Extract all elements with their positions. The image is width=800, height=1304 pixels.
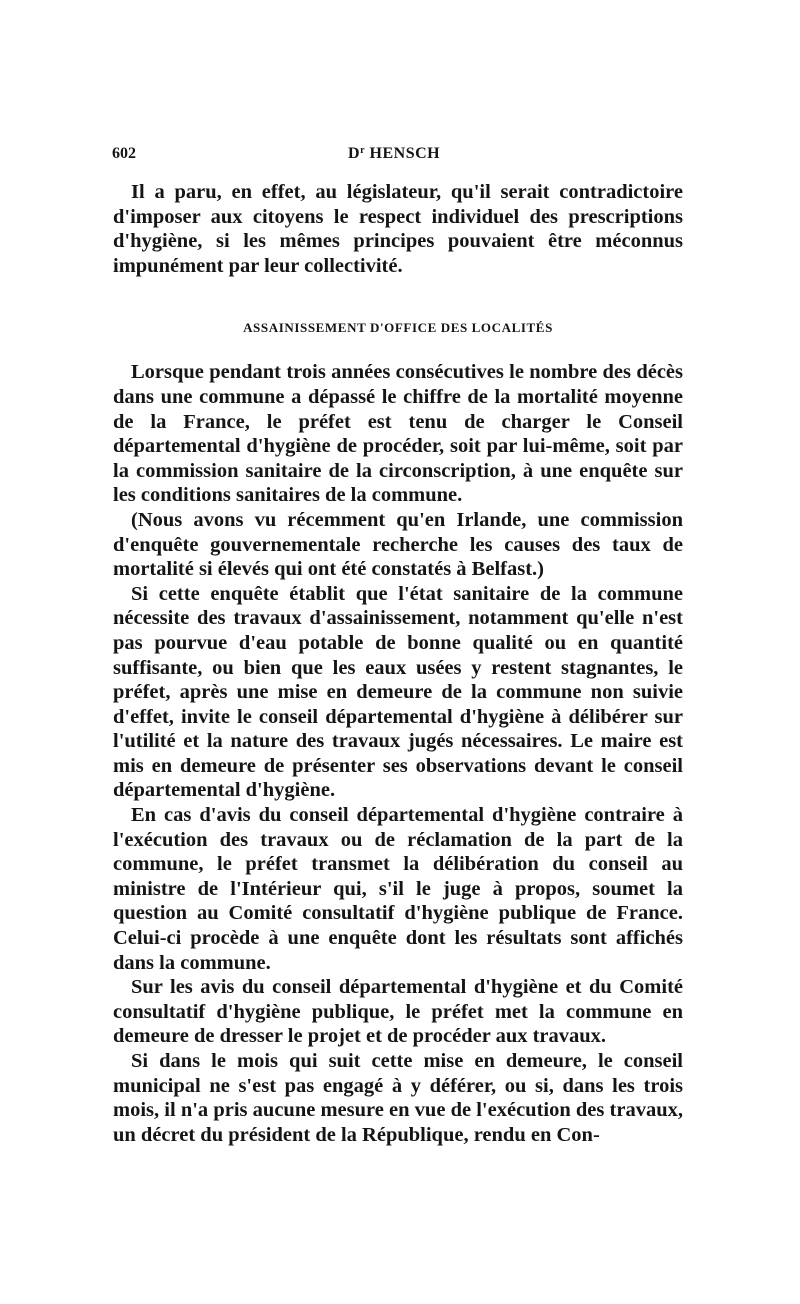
paragraph: Lorsque pendant trois années consécutives le nombre des décès dans une commune a dépassé le chiffre de la mortalité moyenne de la France, le préfet est tenu de charger le Conseil départemental d'hygiène de procéder, soit par lui-même, soit par la commission sanitaire de la circonscription, à une enquête sur les conditions sanitaires de la commune. — [113, 361, 683, 507]
paragraph: Si cette enquête établit que l'état sanitaire de la commune nécessite des travaux d'assainissement, notamment qu'elle n'est pas pourvue d'eau potable de bonne qualité ou en quantité suffisante, ou bien que les eaux usées y restent stagnantes, le préfet, après une mise en demeure de la commune non suivie d'effet, invite le conseil départemental d'hygiène à délibérer sur l'utilité et la nature des travaux jugés nécessaires. Le maire est mis en demeure de présenter ses observations devant le conseil départemental d'hygiène. — [113, 582, 683, 802]
page-number: 602 — [112, 145, 136, 162]
paragraph: Il a paru, en effet, au législateur, qu'il serait contradictoire d'imposer aux citoyens le respect individuel des prescriptions d'hygiène, si les mêmes principes pouvaient être méconnus impunément par leur collectivité. — [113, 181, 683, 277]
paragraph: Sur les avis du conseil départemental d'hygiène et du Comité consultatif d'hygiène publique, le préfet met la commune en demeure de dresser le projet et de procéder aux travaux. — [113, 976, 683, 1048]
body-text — [113, 180, 683, 1147]
paragraph: En cas d'avis du conseil départemental d'hygiène contraire à l'exécution des travaux ou de réclamation de la part de la commune, le préfet transmet la délibération du conseil au ministre de l'Intérieur qui, s'il le juge à propos, soumet la question au Comité consultatif d'hygiène publique de France. Celui-ci procède à une enquête dont les résultats sont affichés dans la commune. — [113, 804, 683, 974]
paragraph: (Nous avons vu récemment qu'en Irlande, une commission d'enquête gouvernementale recherche les causes des taux de mortalité si élevés qui ont été constatés à Belfast.) — [113, 508, 683, 581]
running-head — [348, 145, 440, 163]
author-name: HENSCH — [369, 145, 441, 162]
author-prefix: D — [348, 145, 361, 162]
author-prefix-superscript: r — [360, 145, 366, 156]
page-header — [112, 145, 682, 169]
paragraph: Si dans le mois qui suit cette mise en demeure, le conseil municipal ne s'est pas engagé à y déférer, ou si, dans les trois mois, il n'a pris aucune mesure en vue de l'exécution des travaux, un décret du président de la République, rendu en Con- — [113, 1050, 683, 1146]
section-title: ASSAINISSEMENT D'OFFICE DES LOCALITÉS — [243, 320, 553, 336]
